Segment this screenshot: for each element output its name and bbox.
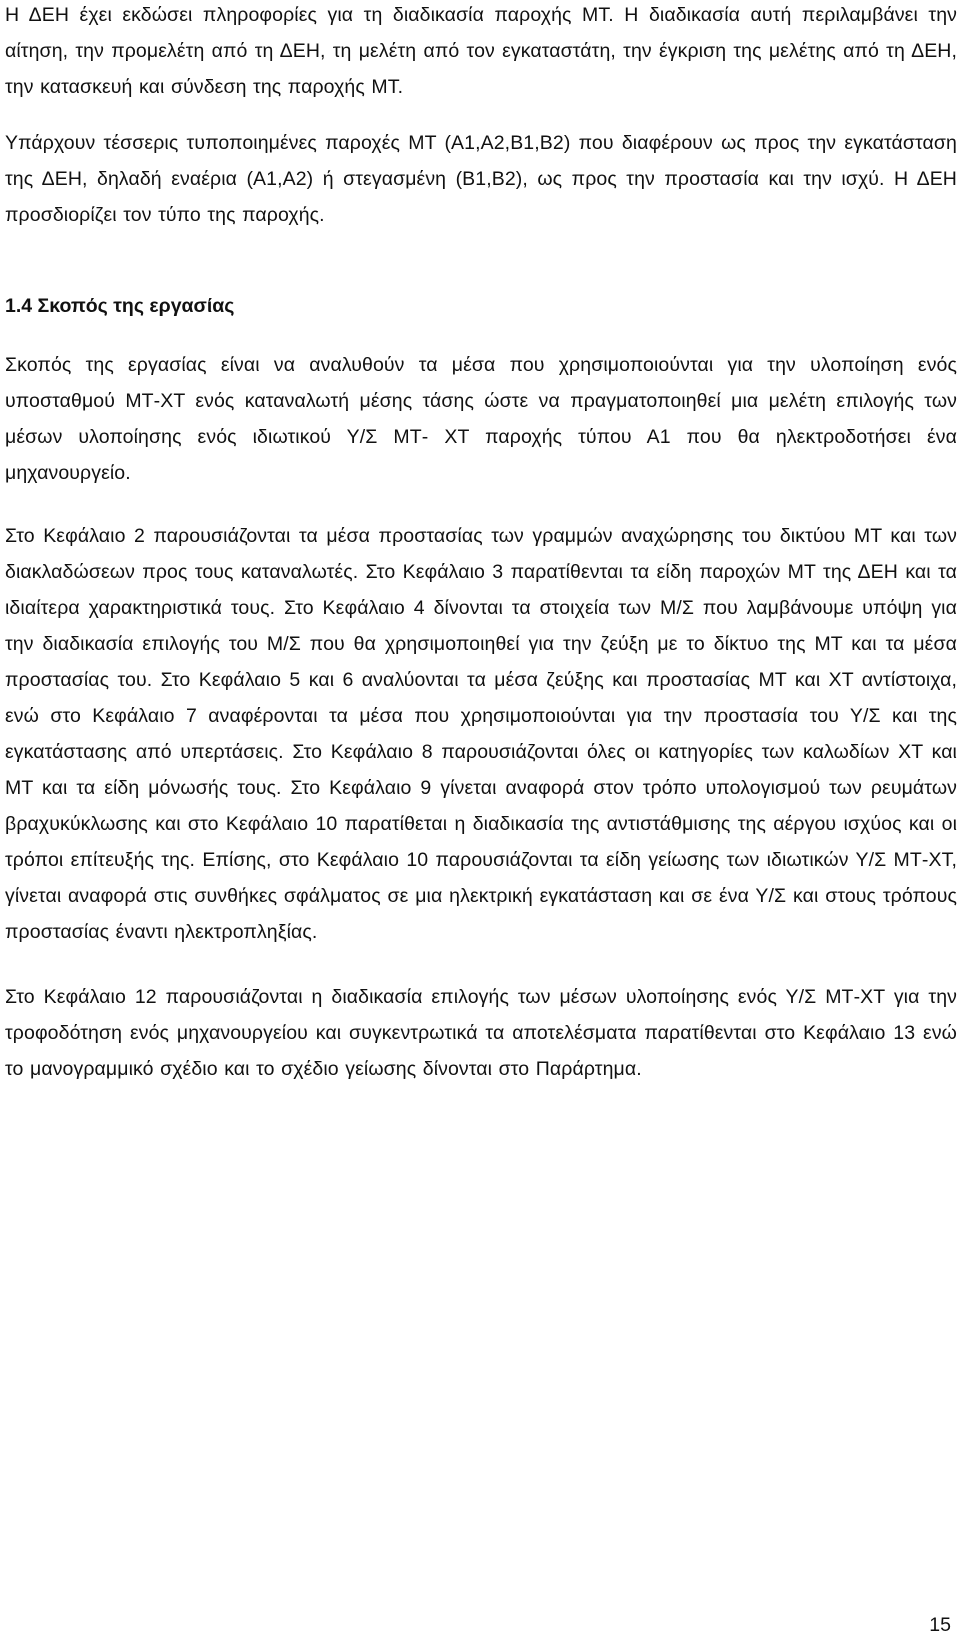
paragraph-appendix: Στο Κεφάλαιο 12 παρουσιάζονται η διαδικασία επιλογής των μέσων υλοποίησης ενός Υ/Σ ΜΤ-ΧΤ για την τροφοδότηση ενός μηχανουργείου και συγκεντρωτικά τα αποτελέσματα παρατίθενται στο Κεφάλαιο 13 ενώ το μανογραμμικό σχέδιο και το σχέδιο γείωσης δίνονται στο Παράρτημα. — [5, 986, 957, 1080]
paragraph-dei-process: Η ΔΕΗ έχει εκδώσει πληροφορίες για τη διαδικασία παροχής ΜΤ. Η διαδικασία αυτή περιλαμβάνει την αίτηση, την προμελέτη από τη ΔΕΗ, τη μελέτη από τον εγκαταστάτη, την έγκριση της μελέτης από τη ΔΕΗ, την κατασκευή και σύνδεση της παροχής ΜΤ. — [5, 4, 957, 98]
paragraph-supply-types: Υπάρχουν τέσσερις τυποποιημένες παροχές ΜΤ (Α1,Α2,Β1,Β2) που διαφέρουν ως προς την εγκατάσταση της ΔΕΗ, δηλαδή εναέρια (Α1,Α2) ή στεγασμένη (Β1,Β2), ως προς την προστασία και την ισχύ. Η ΔΕΗ προσδιορίζει τον τύπο της παροχής. — [5, 132, 957, 226]
paragraph-chapter-overview: Στο Κεφάλαιο 2 παρουσιάζονται τα μέσα προστασίας των γραμμών αναχώρησης του δικτύου ΜΤ και των διακλαδώσεων προς τους καταναλωτές. Στο Κεφάλαιο 3 παρατίθενται τα είδη παροχών ΜΤ της ΔΕΗ και τα ιδιαίτερα χαρακτηριστικά τους. Στο Κεφάλαιο 4 δίνονται τα στοιχεία των Μ/Σ που λαμβάνουμε υπόψη για την διαδικασία επιλογής του Μ/Σ που θα χρησιμοποιηθεί για την ζεύξη με το δίκτυο της ΜΤ και τα μέσα προστασίας του. Στο Κεφάλαιο 5 και 6 αναλύονται τα μέσα ζεύξης και προστασίας ΜΤ και ΧΤ αντίστοιχα, ενώ στο Κεφάλαιο 7 αναφέρονται τα μέσα που χρησιμοποιούνται για την προστασία του Υ/Σ και της εγκατάστασης από υπερτάσεις. Στο Κεφάλαιο 8 παρουσιάζονται όλες οι κατηγορίες των καλωδίων ΧΤ και ΜΤ και τα είδη μόνωσής τους. Στο Κεφάλαιο 9 γίνεται αναφορά στον τρόπο υπολογισμού των ρευμάτων βραχυκύκλωσης και στο Κεφάλαιο 10 παρατίθεται η διαδικασία της αντιστάθμισης της αέργου ισχύος και οι τρόποι επίτευξής της. Επίσης, στο Κεφάλαιο 10 παρουσιάζονται τα είδη γείωσης των ιδιωτικών Υ/Σ ΜΤ-ΧΤ, γίνεται αναφορά στις συνθήκες σφάλματος σε μια ηλεκτρική εγκατάσταση και σε ένα Υ/Σ και στους τρόπους προστασίας έναντι ηλεκτροπληξίας. — [5, 525, 957, 943]
paragraph-purpose: Σκοπός της εργασίας είναι να αναλυθούν τα μέσα που χρησιμοποιούνται για την υλοποίηση ενός υποσταθμού ΜΤ-ΧΤ ενός καταναλωτή μέσης τάσης ώστε να πραγματοποιηθεί μια μελέτη επιλογής των μέσων υλοποίησης ενός ιδιωτικού Υ/Σ ΜΤ- ΧΤ παροχής τύπου Α1 που θα ηλεκτροδοτήσει ένα μηχανουργείο. — [5, 354, 957, 484]
page-number: 15 — [929, 1614, 951, 1636]
section-heading: 1.4 Σκοπός της εργασίας — [5, 295, 235, 317]
